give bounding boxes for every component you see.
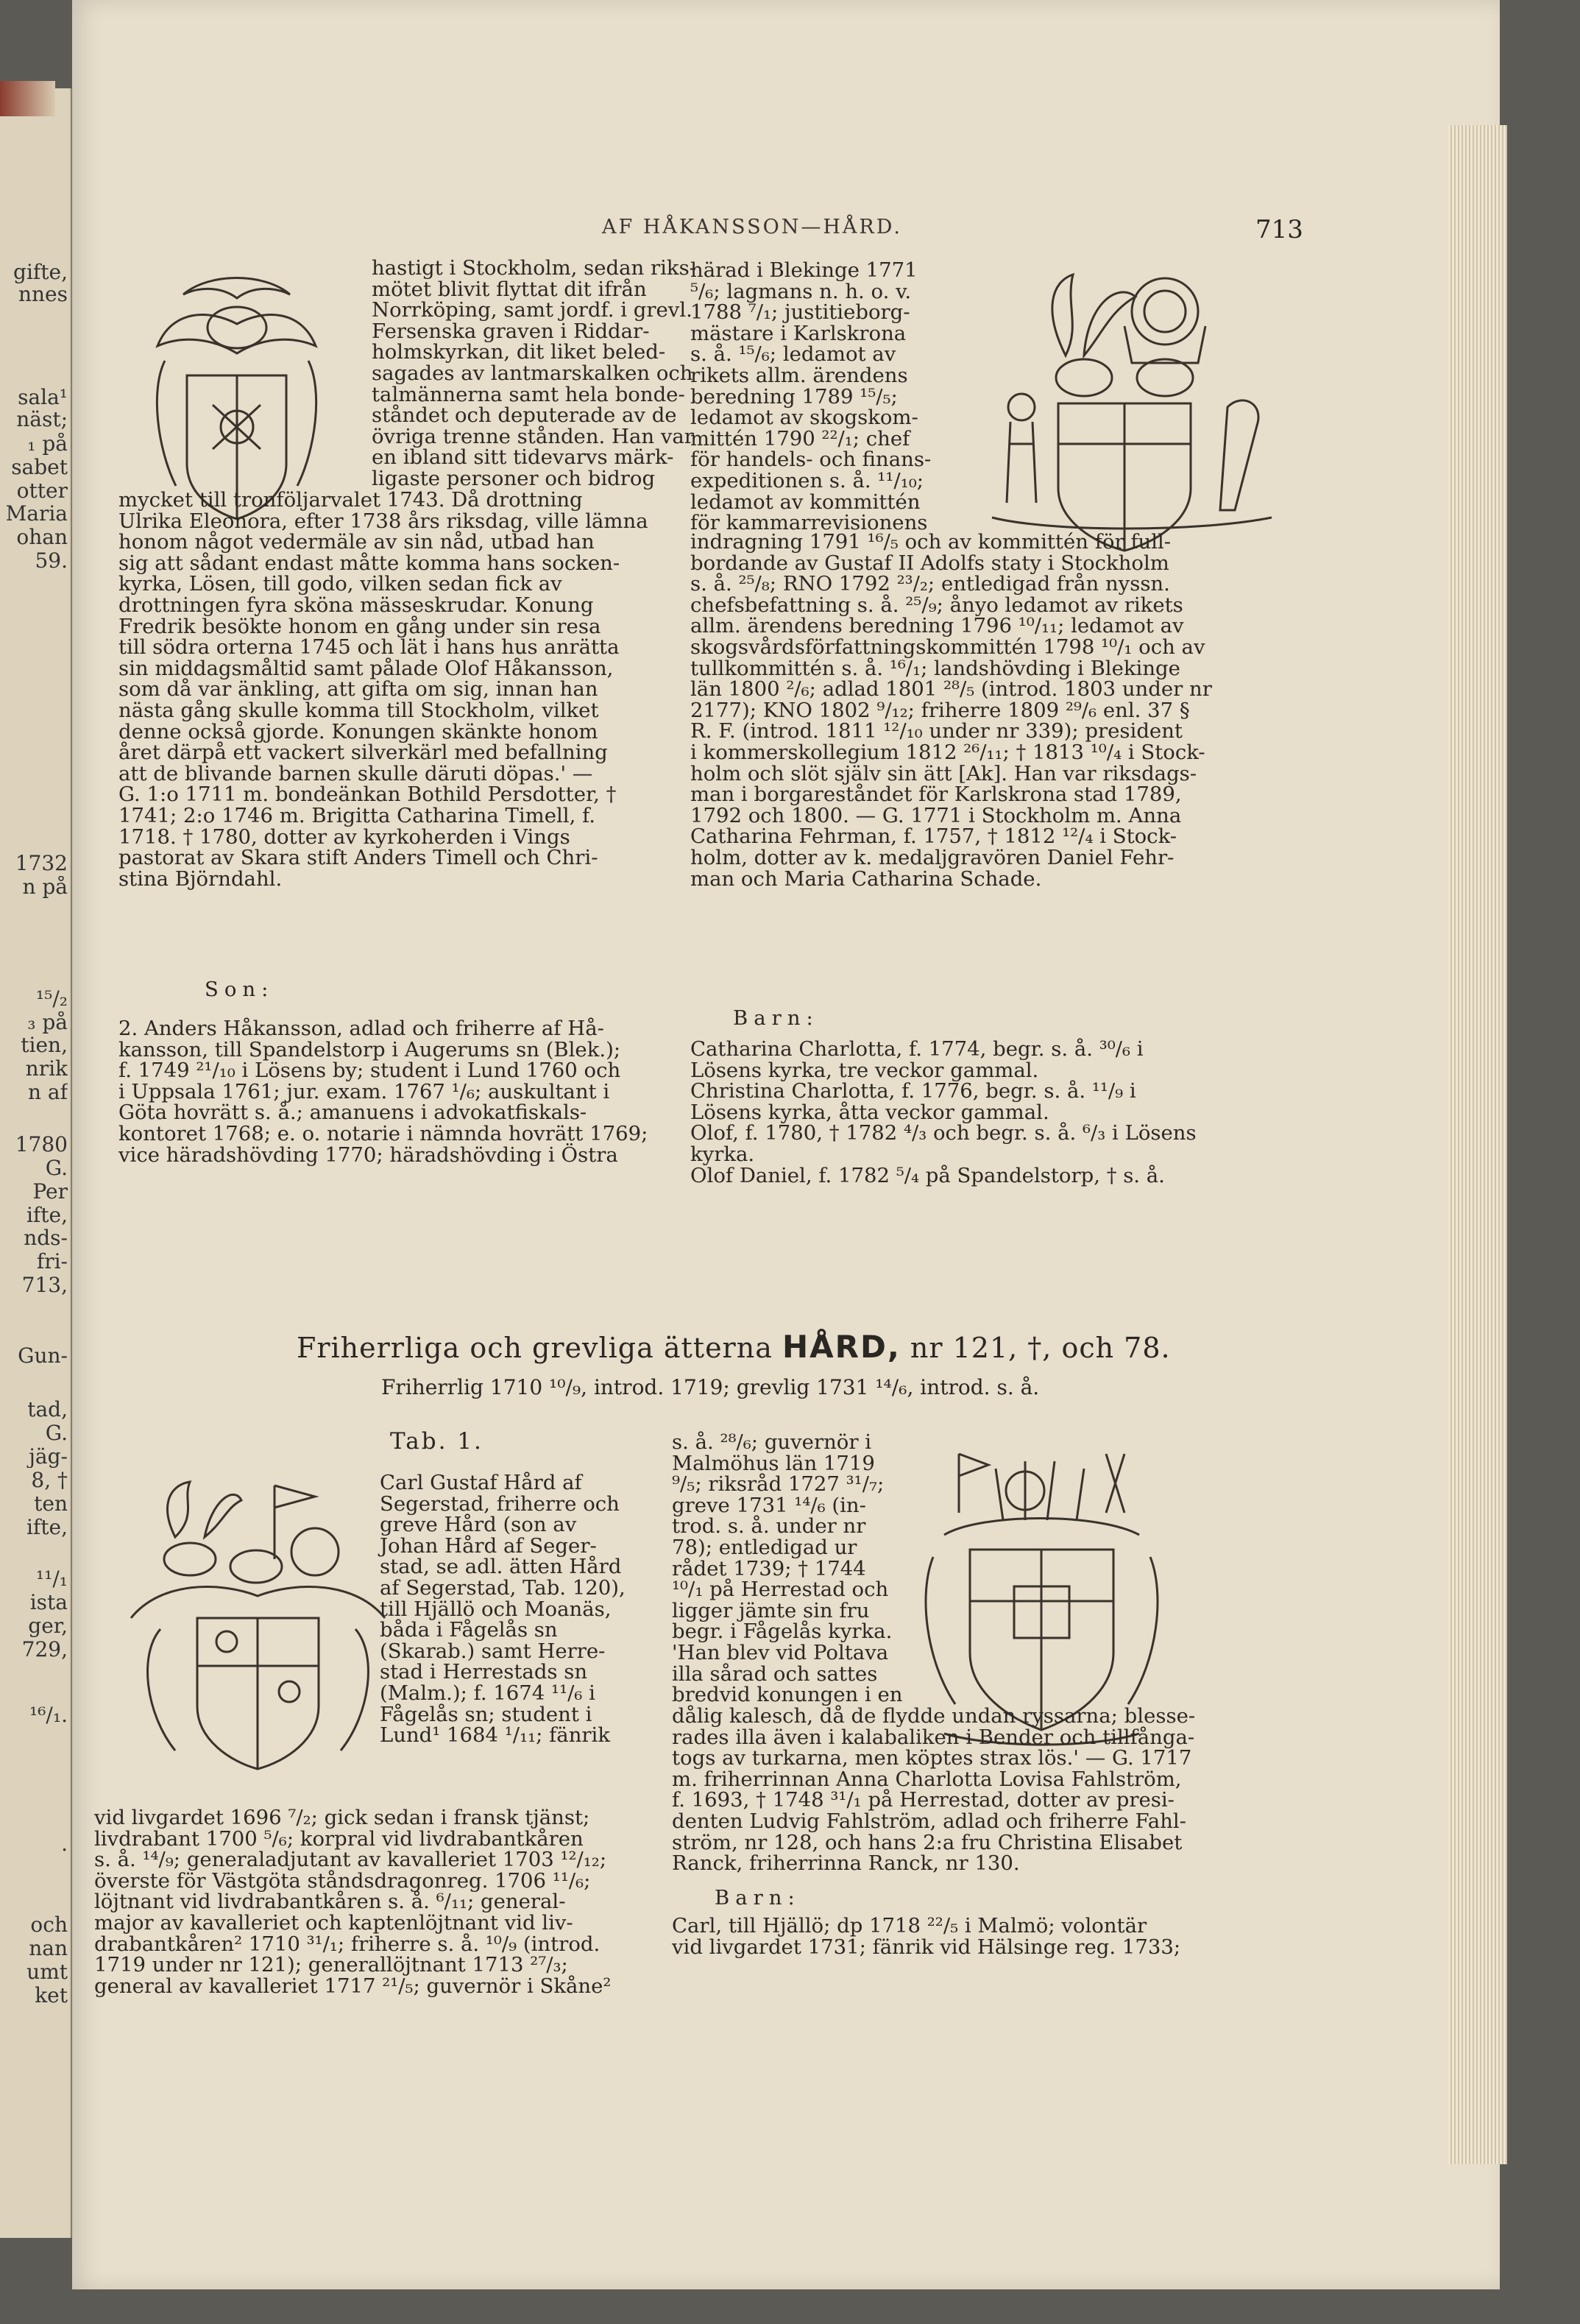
previous-page-fragment: nan (29, 1938, 68, 1960)
text-line: i kommerskollegium 1812 ²⁶/₁₁; † 1813 ¹⁰/₄ i Stock- (690, 740, 1205, 764)
text-line: härad i Blekinge 1771 (690, 258, 918, 282)
text-line: mycket till tronföljarvalet 1743. Då drottning (118, 488, 583, 512)
previous-page-fragment: ifte, (26, 1204, 68, 1226)
text-line: Olof Daniel, f. 1782 ⁵/₄ på Spandelstorp, † s. å. (690, 1163, 1165, 1187)
text-line: Lösens kyrka, tre veckor gammal. (690, 1058, 1039, 1082)
text-line: beredning 1789 ¹⁵/₅; (690, 384, 898, 409)
text-line: s. å. ¹⁵/₆; ledamot av (690, 342, 896, 367)
text-line: ledamot av skogskom- (690, 406, 918, 430)
previous-page-fragment: 8, † (31, 1469, 68, 1491)
text-line: 1788 ⁷/₁; justitieborg- (690, 300, 910, 325)
text-line: rådet 1739; † 1744 (672, 1556, 866, 1580)
text-line: drottningen fyra sköna mässeskrudar. Konung (118, 593, 594, 617)
upper-left-beside-arms (372, 258, 696, 490)
text-line: holmskyrkan, dit liket beled- (372, 340, 666, 364)
text-line: Fågelås sn; student i (380, 1702, 592, 1726)
text-line: 1741; 2:o 1746 m. Brigitta Catharina Timell, f. (118, 803, 596, 827)
previous-page-fragment: nnes (18, 283, 68, 305)
previous-page-fragment: tad, (27, 1399, 68, 1421)
text-line: trod. s. å. under nr (672, 1514, 866, 1539)
page-number: 713 (1255, 215, 1303, 244)
text-line: att de blivande barnen skulle däruti döpas.' — (118, 761, 593, 785)
text-line: till södra orterna 1745 och lät i hans hus anrätta (118, 635, 620, 660)
text-line: mötet blivit flyttat dit ifrån (372, 277, 647, 301)
coat-of-arms-hard-baronial-icon (116, 1471, 400, 1780)
text-line: s. å. ¹⁴/₉; generaladjutant av kavalleriet 1703 ¹²/₁₂; (94, 1848, 607, 1872)
text-line: denne också gjorde. Konungen skänkte honom (118, 719, 598, 744)
text-line: illa sårad och sattes (672, 1661, 878, 1686)
previous-page-fragment: Maria (5, 503, 68, 525)
previous-page-fragment: ₃ på (27, 1011, 68, 1034)
text-line: talmännerna samt hela bonde- (372, 382, 685, 406)
previous-page-fragment: 1780 (15, 1134, 68, 1156)
previous-page-fragment: ohan (16, 526, 68, 548)
son-label: Son: (205, 978, 274, 1001)
text-line: pastorat av Skara stift Anders Timell och Chri- (118, 846, 598, 870)
text-line: expeditionen s. å. ¹¹/₁₀; (690, 468, 924, 492)
text-line: 78); entledigad ur (672, 1535, 857, 1559)
previous-page-fragment: nrik (25, 1058, 68, 1080)
previous-page-fragment: umt (26, 1961, 68, 1983)
lower-right-beside-arms (672, 1432, 903, 1706)
text-line: Carl Gustaf Hård af (380, 1471, 582, 1494)
text-line: (Malm.); f. 1674 ¹¹/₆ i (380, 1681, 595, 1705)
text-line: greve Hård (son av (380, 1513, 577, 1537)
text-line: Göta hovrätt s. å.; amanuens i advokatfiskals- (118, 1101, 587, 1125)
text-line: honom något vedermäle av sin nåd, utbad han (118, 530, 595, 554)
text-line: sagades av lantmarskalken och (372, 361, 693, 385)
text-line: f. 1749 ²¹/₁₀ i Lösens by; student i Lund 1760 och (118, 1059, 621, 1083)
text-line: Catharina Charlotta, f. 1774, begr. s. å. ³⁰/₆ i (690, 1037, 1144, 1061)
previous-page-fragment: jäg- (29, 1446, 68, 1468)
text-line: 2. Anders Håkansson, adlad och friherre af Hå- (118, 1017, 604, 1040)
text-line: ⁵/₆; lagmans n. h. o. v. (690, 279, 912, 303)
text-line: bredvid konungen i en (672, 1683, 903, 1707)
text-line: nästa gång skulle komma till Stockholm, vilket (118, 698, 599, 722)
running-title: AF HÅKANSSON—HÅRD. (602, 216, 902, 239)
text-line: man i borgareståndet för Karlskrona stad 1789, (690, 783, 1182, 807)
text-line: 2177); KNO 1802 ⁹/₁₂; friherre 1809 ²⁹/₆ enl. 37 § (690, 698, 1190, 722)
previous-page-fragment: 59. (35, 550, 68, 572)
previous-page-fragment: ista (29, 1592, 68, 1614)
previous-page-fragment: . (61, 1833, 68, 1855)
text-line: Ranck, friherrinna Ranck, nr 130. (672, 1851, 1020, 1876)
previous-page-fragment: ¹⁵/₂ (35, 988, 68, 1010)
previous-page-fragment: sala¹ (18, 386, 68, 409)
section-subtitle: Friherrlig 1710 ¹⁰/₉, introd. 1719; grevlig 1731 ¹⁴/₆, introd. s. å. (381, 1375, 1040, 1399)
previous-page-fragment: tien, (21, 1034, 68, 1056)
text-line: G. 1:o 1711 m. bondeänkan Bothild Persdotter, † (118, 783, 617, 807)
text-line: skogsvårdsförfattningskommittén 1798 ¹⁰/₁ och av (690, 635, 1205, 659)
lower-children-label: Barn: (715, 1886, 801, 1910)
text-line: stad i Herrestads sn (380, 1660, 588, 1684)
text-line: vid livgardet 1731; fänrik vid Hälsinge reg. 1733; (672, 1935, 1181, 1959)
text-line: ledamot av kommittén (690, 490, 921, 514)
text-line: Norrköping, samt jordf. i grevl. (372, 298, 692, 322)
text-line: holm, dotter av k. medaljgravören Daniel Fehr- (690, 845, 1175, 869)
lower-left-paragraph (94, 1807, 611, 1996)
previous-page-fragment: 729, (21, 1639, 68, 1661)
text-line: Fersenska graven i Riddar- (372, 319, 650, 343)
text-line: Olof, f. 1780, † 1782 ⁴/₃ och begr. s. å. ⁶/₃ i Lösens (690, 1121, 1197, 1145)
previous-page-fragment: näst; (16, 409, 68, 431)
text-line: ståndet och deputerade av de (372, 403, 677, 428)
upper-left-paragraph (118, 490, 648, 889)
text-line: 1719 under nr 121); generallöjtnant 1713 ²⁷/₃; (94, 1953, 568, 1977)
text-line: stina Björndahl. (118, 866, 283, 891)
text-line: rades illa även i kalabaliken i Bender och tillfånga- (672, 1725, 1195, 1749)
lower-children-list (672, 1915, 1180, 1957)
text-line: indragning 1791 ¹⁶/₅ och av kommittén för full- (690, 530, 1172, 554)
text-line: af Segerstad, Tab. 120), (380, 1575, 626, 1600)
text-line: året därpå ett vackert silverkärl med befallning (118, 741, 608, 765)
text-line: chefsbefattning s. å. ²⁵/₉; ånyo ledamot av rikets (690, 593, 1183, 617)
text-line: drabantkåren² 1710 ³¹/₁; friherre s. å. ¹⁰/₉ (introd. (94, 1932, 601, 1956)
upper-right-beside-arms (690, 260, 931, 534)
previous-page-fragment: ifte, (26, 1516, 68, 1539)
text-line: R. F. (introd. 1811 ¹²/₁₀ under nr 339); president (690, 719, 1183, 744)
text-line: Fredrik besökte honom en gång under sin resa (118, 614, 601, 638)
text-line: man och Maria Catharina Schade. (690, 866, 1042, 891)
previous-page-fragment: G. (45, 1422, 68, 1444)
previous-page-fragment: ¹⁶/₁. (29, 1704, 68, 1726)
children-list (690, 1039, 1197, 1186)
text-line: Catharina Fehrman, f. 1757, † 1812 ¹²/₄ i Stock- (690, 824, 1177, 849)
text-line: togs av turkarna, men köptes strax lös.' — G. 1717 (672, 1746, 1192, 1770)
text-line: bordande av Gustaf II Adolfs staty i Stockholm (690, 551, 1169, 575)
text-line: överste för Västgöta ståndsdragonreg. 1706 ¹¹/₆; (94, 1868, 591, 1893)
section-title-name: HÅRD, (782, 1329, 901, 1365)
text-line: ligger jämte sin fru (672, 1598, 870, 1622)
text-line: vid livgardet 1696 ⁷/₂; gick sedan i fransk tjänst; (94, 1806, 590, 1829)
lower-right-paragraph (672, 1706, 1195, 1874)
previous-page-margin (0, 88, 71, 2238)
text-line: Segerstad, friherre och (380, 1491, 620, 1516)
text-line: som då var änkling, att gifta om sig, innan han (118, 677, 598, 702)
section-title-prefix: Friherrliga och grevliga ätterna (297, 1332, 773, 1364)
text-line: 1792 och 1800. — G. 1771 i Stockholm m. Anna (690, 803, 1182, 827)
text-line: holm och slöt själv sin ätt [Ak]. Han var riksdags- (690, 761, 1197, 785)
previous-page-fragment: ten (34, 1493, 68, 1515)
text-line: f. 1693, † 1748 ³¹/₁ på Herrestad, dotter av presi- (672, 1788, 1175, 1812)
text-line: Ulrika Eleonora, efter 1738 års riksdag, ville lämna (118, 509, 648, 533)
text-line: ström, nr 128, och hans 2:a fru Christina Elisabet (672, 1830, 1183, 1854)
text-line: greve 1731 ¹⁴/₆ (in- (672, 1493, 866, 1517)
text-line: denten Ludvig Fahlström, adlad och friherre Fahl- (672, 1809, 1186, 1833)
text-line: general av kavalleriet 1717 ²¹/₅; guvernör i Skåne² (94, 1974, 612, 1998)
text-line: stad, se adl. ätten Hård (380, 1555, 622, 1579)
text-line: rikets allm. ärendens (690, 363, 908, 387)
text-line: Lund¹ 1684 ¹/₁₁; fänrik (380, 1723, 611, 1748)
previous-page-fragment: och (30, 1914, 68, 1936)
text-line: Malmöhus län 1719 (672, 1451, 875, 1475)
upper-right-paragraph (690, 531, 1212, 889)
previous-page-fragment: nds- (24, 1227, 68, 1249)
son-entry (118, 1018, 648, 1165)
section-title-suffix: nr 121, †, och 78. (910, 1332, 1171, 1364)
previous-page-fragment: Per (32, 1181, 68, 1203)
previous-page-fragment: gifte, (13, 261, 68, 283)
text-line: i Uppsala 1761; jur. exam. 1767 ¹/₆; auskultant i (118, 1079, 610, 1103)
coat-of-arms-af-hakansson-icon (977, 267, 1286, 562)
previous-page-fragment: ₁ på (27, 433, 68, 455)
text-line: sig att sådant endast måtte komma hans socken- (118, 551, 620, 575)
lower-left-beside-arms (380, 1472, 626, 1746)
text-line: övriga trenne stånden. Han var (372, 424, 694, 448)
text-line: för kammarrevisionens (690, 511, 928, 535)
text-line: ligaste personer och bidrog (372, 466, 656, 490)
previous-page-fragment: otter (16, 480, 68, 502)
text-line: mittén 1790 ²²/₁; chef (690, 426, 910, 451)
previous-page-fragment: Gun- (18, 1345, 68, 1367)
page-edges (1448, 125, 1507, 2164)
text-line: Christina Charlotta, f. 1776, begr. s. å. ¹¹/₉ i (690, 1079, 1136, 1103)
table-label: Tab. 1. (390, 1428, 483, 1455)
text-line: kontoret 1768; e. o. notarie i nämnda hovrätt 1769; (118, 1121, 648, 1145)
previous-page-fragment: ket (35, 1985, 68, 2007)
previous-page-fragment: ger, (28, 1615, 68, 1637)
previous-page-fragment: 1732 (15, 852, 68, 875)
text-line: Lösens kyrka, åtta veckor gammal. (690, 1100, 1049, 1124)
previous-page-fragment: G. (45, 1157, 68, 1179)
text-line: begr. i Fågelås kyrka. (672, 1620, 893, 1644)
text-line: s. å. ²⁵/₈; RNO 1792 ²³/₂; entledigad från nyssn. (690, 572, 1170, 596)
text-line: till Hjällö och Moanäs, (380, 1597, 612, 1621)
text-line: en ibland sitt tidevarvs märk- (372, 445, 674, 470)
text-line: Carl, till Hjällö; dp 1718 ²²/₅ i Malmö; volontär (672, 1914, 1147, 1938)
text-line: båda i Fågelås sn (380, 1618, 558, 1642)
text-line: tullkommittén s. å. ¹⁶/₁; landshövding i Blekinge (690, 656, 1180, 680)
section-title (297, 1329, 1171, 1365)
book-page (72, 0, 1500, 2289)
text-line: major av kavalleriet och kaptenlöjtnant vid liv- (94, 1910, 573, 1935)
text-line: (Skarab.) samt Herre- (380, 1639, 606, 1663)
text-line: ¹⁰/₁ på Herrestad och (672, 1578, 889, 1602)
previous-page-fragment: fri- (36, 1251, 68, 1273)
text-line: s. å. ²⁸/₆; guvernör i (672, 1430, 872, 1454)
book-edge (0, 81, 55, 116)
text-line: Johan Hård af Seger- (380, 1533, 597, 1558)
text-line: livdrabant 1700 ⁵/₆; korpral vid livdrabantkåren (94, 1826, 584, 1851)
previous-page-fragment: sabet (11, 456, 68, 478)
text-line: för handels- och finans- (690, 448, 932, 472)
text-line: 1718. † 1780, dotter av kyrkoherden i Vings (118, 824, 570, 849)
previous-page-fragment: ¹¹/₁ (35, 1568, 68, 1590)
text-line: dålig kalesch, då de flydde undan ryssarna; blesse- (672, 1704, 1196, 1728)
text-line: sin middagsmåltid samt pålade Olof Håkansson, (118, 656, 614, 680)
previous-page-fragment: 713, (21, 1274, 68, 1296)
text-line: hastigt i Stockholm, sedan riks- (372, 256, 696, 280)
text-line: allm. ärendens beredning 1796 ¹⁰/₁₁; ledamot av (690, 614, 1184, 638)
text-line: ⁹/₅; riksråd 1727 ³¹/₇; (672, 1472, 885, 1497)
text-line: m. friherrinnan Anna Charlotta Lovisa Fahlström, (672, 1767, 1182, 1791)
children-label: Barn: (733, 1006, 819, 1030)
text-line: kyrka. (690, 1142, 755, 1166)
text-line: mästare i Karlskrona (690, 321, 907, 345)
text-line: vice häradshövding 1770; häradshövding i Östra (118, 1142, 618, 1167)
text-line: län 1800 ²/₆; adlad 1801 ²⁸/₅ (introd. 1803 under nr (690, 677, 1212, 702)
text-line: kyrka, Lösen, till godo, vilken sedan fick av (118, 572, 562, 596)
text-line: löjtnant vid livdrabantkåren s. å. ⁶/₁₁; general- (94, 1890, 566, 1914)
previous-page-fragment: n på (22, 876, 68, 898)
text-line: 'Han blev vid Poltava (672, 1640, 889, 1664)
text-line: kansson, till Spandelstorp i Augerums sn (Blek.); (118, 1037, 621, 1062)
previous-page-fragment: n af (28, 1081, 68, 1103)
